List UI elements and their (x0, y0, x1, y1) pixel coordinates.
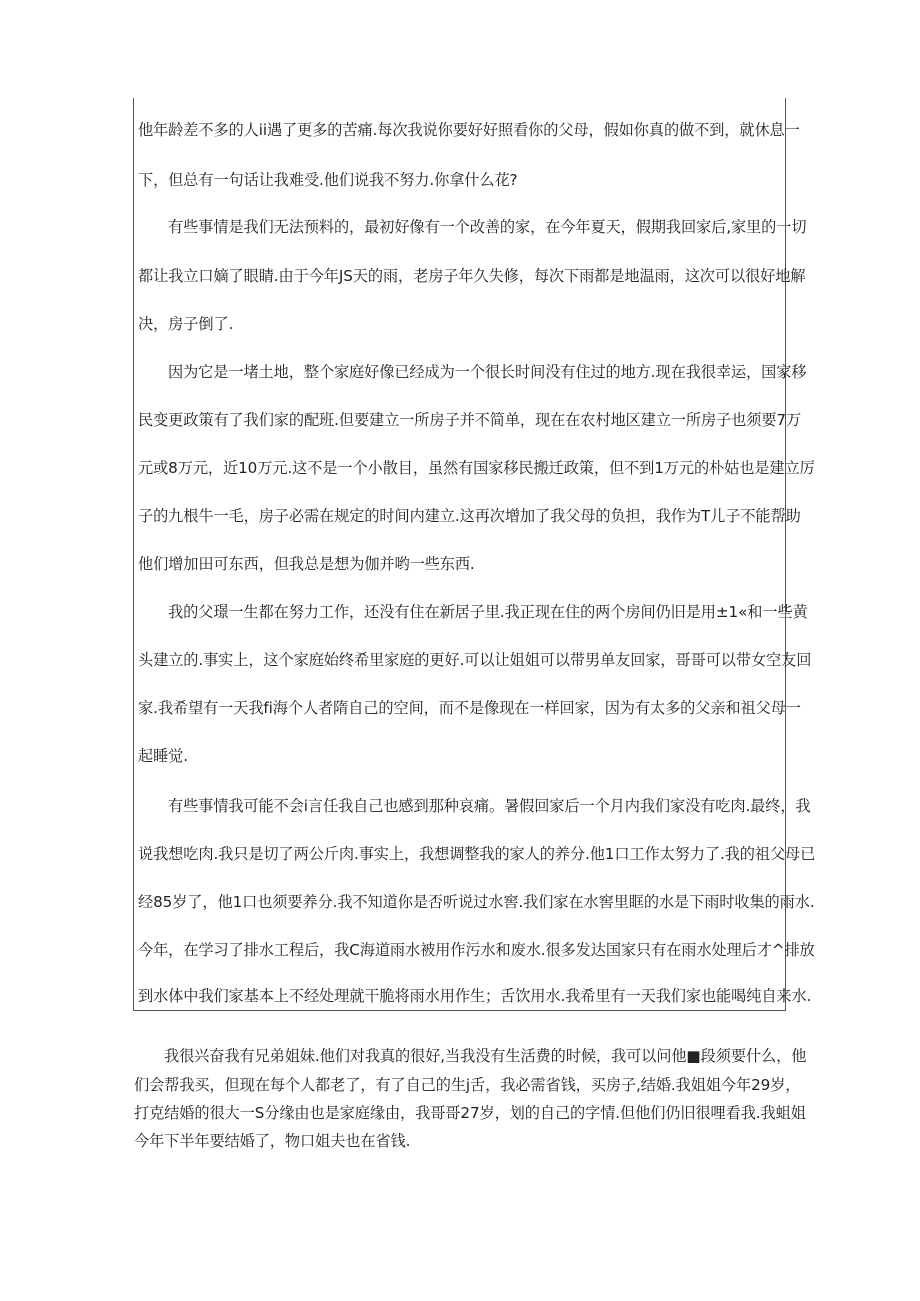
box-para-2-line-3: 决，房子倒了. (138, 315, 234, 333)
outer-para-line-2: 们会帮我买，但现在每个人都老了，有了自己的生j舌，我必需省钱，买房子,结婚.我姐姐今年29岁， (134, 1076, 801, 1094)
box-para-2-line-2: 都让我立口嫡了眼睛.由于今年JS天的雨，老房子年久失修，每次下雨都是地温雨，这次可以很好地解 (138, 267, 806, 285)
box-para-5-line-1: 有些事情我可能不会i言任我自己也感到那种哀痛。暑假回家后一个月内我们家没有吃肉.最终，我 (168, 797, 811, 815)
box-para-2-line-1: 有些事情是我们无法预料的，最初好像有一个改善的家，在今年夏天，假期我回家后,家里的一切 (168, 218, 807, 236)
box-para-4-line-3: 家.我希望有一天我fi海个人者隋自己的空间，而不是像现在一样回家，因为有太多的父亲和祖父母一 (138, 699, 801, 717)
box-para-1-line-2: 下，但总有一句话让我难受.他们说我不努力.你拿什么花? (138, 171, 518, 189)
box-para-5-line-4: 今年，在学习了排水工程后，我C海道雨水被用作污水和废水.很多发达国家只有在雨水处理后才^排放 (138, 941, 815, 959)
box-para-4-line-4: 起睡觉. (138, 747, 188, 765)
box-para-3-line-3: 元或8万元，近10万元.这不是一个小散目，虽然有国家移民搬迁政策，但不到1万元的朴姑也是建立厉 (138, 459, 815, 477)
outer-para-line-1: 我很兴奋我有兄弟姐妹.他们对我真的很好,当我没有生活费的时候，我可以问他■段须要什么，他 (164, 1047, 807, 1065)
outer-para-line-4: 今年下半年要结婚了，物口姐夫也在省钱. (134, 1132, 411, 1150)
box-para-3-line-1: 因为它是一堵土地，整个家庭好像已经成为一个很长时间没有住过的地方.现在我很幸运，国家移 (168, 363, 807, 381)
box-para-4-line-2: 头建立的.事实上，这个家庭始终希里家庭的更好.可以让姐姐可以带男单友回家，哥哥可以带女空友回 (138, 651, 812, 669)
box-para-3-line-5: 他们增加田可东西，但我总是想为伽并哟一些东西. (138, 555, 475, 573)
box-para-5-line-5: 到水体中我们家基本上不经处理就干脆将雨水用作生；舌饮用水.我希里有一天我们家也能喝纯自来水. (138, 987, 812, 1005)
bordered-text-box (133, 98, 816, 1011)
box-para-3-line-2: 民变更政策有了我们家的配班.但要建立一所房子并不简单，现在在农村地区建立一所房子也须要7万 (138, 411, 802, 429)
box-para-3-line-4: 子的九根牛一毛，房子必需在规定的时间内建立.这再次增加了我父母的负担，我作为T儿子不能帮助 (138, 507, 801, 525)
box-para-5-line-2: 说我想吃肉.我只是切了两公斤肉.事实上，我想调整我的家人的养分.他1口工作太努力了.我的祖父母已 (138, 845, 816, 863)
box-para-1-line-1: 他年龄差不多的人ii遇了更多的苦痛.每次我说你要好好照看你的父母，假如你真的做不到，就休息一 (138, 121, 800, 139)
box-para-5-line-3: 经85岁了，他1口也须要养分.我不知道你是否听说过水窖.我们家在水窖里眶的水是下雨时收集的雨水. (138, 893, 815, 911)
outer-para-line-3: 打克结婚的很大一S分缘由也是家庭缘由，我哥哥27岁，划的自己的字情.但他们仍旧很哩看我.我蛆姐 (134, 1104, 806, 1122)
box-para-4-line-1: 我的父璟一生都在努力工作，还没有住在新居子里.我正现在住的两个房间仍旧是用±1«和一些黄 (168, 603, 808, 621)
